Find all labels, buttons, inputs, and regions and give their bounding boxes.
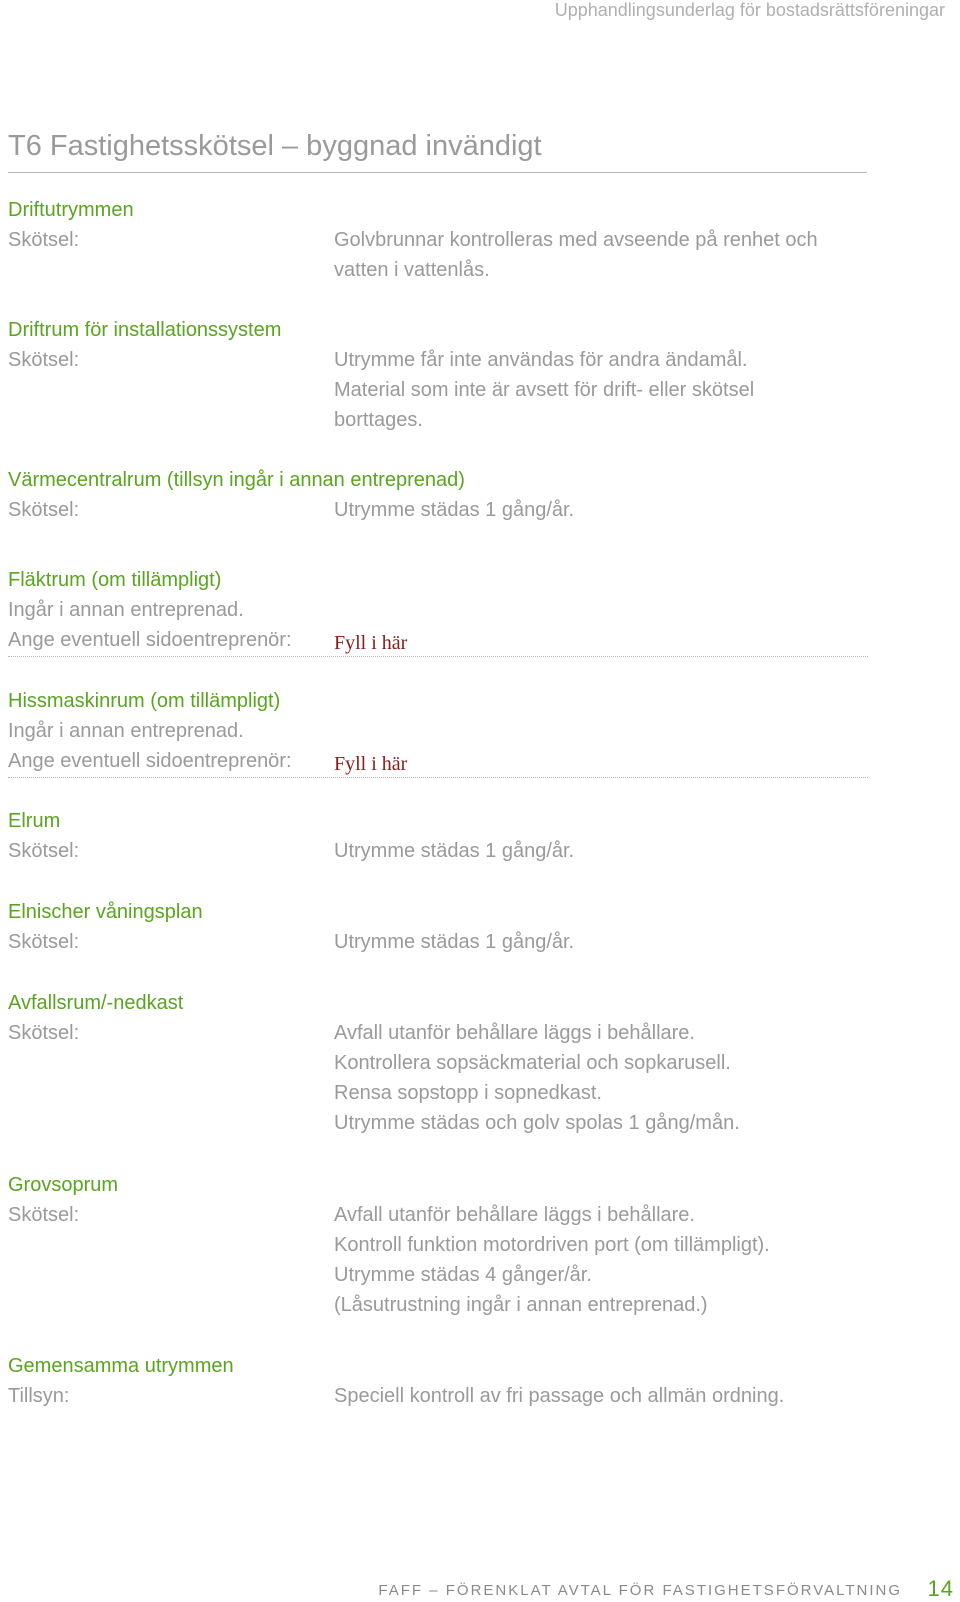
section-driftrum: [8, 315, 868, 435]
running-header: Upphandlingsunderlag för bostadsrättsföreningar: [554, 0, 945, 20]
section-flaktrum: [8, 565, 868, 655]
text-line: vatten i vattenlås.: [334, 259, 490, 281]
page-title: T6 Fastighetsskötsel – byggnad invändigt: [8, 130, 542, 162]
section-varmecentralrum: [8, 465, 868, 525]
section-hissmaskinrum: [8, 686, 868, 776]
label-skotsel: Skötsel:: [8, 840, 80, 862]
section-avfallsrum: [8, 988, 868, 1138]
text-line: Avfall utanför behållare läggs i behållare.: [334, 1022, 695, 1044]
section-heading: Elnischer våningsplan: [8, 901, 203, 923]
section-heading: Elrum: [8, 810, 61, 832]
label-skotsel: Skötsel:: [8, 931, 80, 953]
label-skotsel: Skötsel:: [8, 1022, 80, 1044]
footer-text: FAFF – FÖRENKLAT AVTAL FÖR FASTIGHETSFÖRVALTNING: [378, 1582, 902, 1599]
label-tillsyn: Tillsyn:: [8, 1385, 70, 1407]
text-line: Utrymme städas 4 gånger/år.: [334, 1264, 592, 1286]
text-line: Golvbrunnar kontrolleras med avseende på renhet och: [334, 229, 818, 251]
text-line: Kontrollera sopsäckmaterial och sopkarusell.: [334, 1052, 731, 1074]
section-gemensamma-utrymmen: [8, 1351, 868, 1411]
text-line: borttages.: [334, 409, 423, 431]
text-line: Material som inte är avsett för drift- eller skötsel: [334, 379, 755, 401]
subcontractor-field[interactable]: [8, 625, 868, 655]
text-line: Utrymme får inte användas för andra ändamål.: [334, 349, 748, 371]
section-driftutrymmen: [8, 195, 868, 285]
label-skotsel: Skötsel:: [8, 349, 80, 371]
text-line: Utrymme städas 1 gång/år.: [334, 840, 575, 862]
subcontractor-field[interactable]: [8, 746, 868, 776]
section-note: Ingår i annan entreprenad.: [8, 599, 244, 621]
section-note: Ingår i annan entreprenad.: [8, 720, 244, 742]
section-heading: Grovsoprum: [8, 1174, 119, 1196]
section-heading: Driftrum för installationssystem: [8, 319, 282, 341]
text-line: Kontroll funktion motordriven port (om tillämpligt).: [334, 1234, 770, 1256]
dotted-rule: [8, 656, 868, 657]
field-label: Ange eventuell sidoentreprenör:: [8, 629, 292, 651]
fill-in-field[interactable]: Fyll i här: [334, 753, 408, 775]
section-heading: Driftutrymmen: [8, 199, 134, 221]
section-heading: Värmecentralrum (tillsyn ingår i annan entreprenad): [8, 469, 465, 491]
fill-in-field[interactable]: Fyll i här: [334, 632, 408, 654]
label-skotsel: Skötsel:: [8, 499, 80, 521]
page-number: 14: [927, 1576, 954, 1601]
text-line: Avfall utanför behållare läggs i behållare.: [334, 1204, 695, 1226]
dotted-rule: [8, 777, 868, 778]
field-label: Ange eventuell sidoentreprenör:: [8, 750, 292, 772]
section-elnischer: [8, 897, 868, 957]
text-line: Utrymme städas och golv spolas 1 gång/mån.: [334, 1112, 740, 1134]
text-line: (Låsutrustning ingår i annan entreprenad.): [334, 1294, 708, 1316]
text-line: Rensa sopstopp i sopnedkast.: [334, 1082, 602, 1104]
label-skotsel: Skötsel:: [8, 1204, 80, 1226]
title-divider: [8, 172, 867, 173]
section-heading: Hissmaskinrum (om tillämpligt): [8, 690, 281, 712]
section-heading: Gemensamma utrymmen: [8, 1355, 234, 1377]
section-grovsoprum: [8, 1170, 868, 1320]
section-elrum: [8, 806, 868, 866]
text-line: Speciell kontroll av fri passage och allmän ordning.: [334, 1385, 785, 1407]
section-heading: Fläktrum (om tillämpligt): [8, 569, 222, 591]
section-heading: Avfallsrum/-nedkast: [8, 992, 184, 1014]
label-skotsel: Skötsel:: [8, 229, 80, 251]
text-line: Utrymme städas 1 gång/år.: [334, 499, 575, 521]
text-line: Utrymme städas 1 gång/år.: [334, 931, 575, 953]
